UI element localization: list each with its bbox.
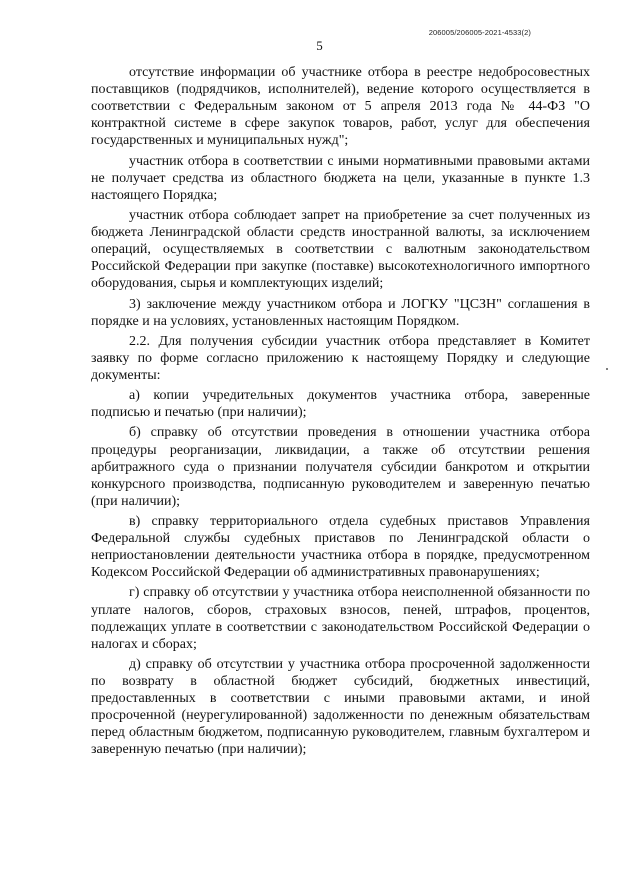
paragraph-item-g: г) справку об отсутствии у участника отбора неисполненной обязанности по уплате налогов, сборов, страховых взносов, пеней, штрафов, процентов, подлежащих уплате в соответствии с законодательством Российской Федерации о налогах и сборах; — [91, 585, 590, 652]
document-body — [91, 64, 590, 759]
paragraph-agreement: 3) заключение между участником отбора и ЛОГКУ "ЦСЗН" соглашения в порядке и на условиях, установленных настоящим Порядком. — [91, 296, 590, 329]
scan-speck — [606, 368, 608, 370]
paragraph-2-2: 2.2. Для получения субсидии участник отбора представляет в Комитет заявку по форме согласно приложению к настоящему Порядку и следующие документы: — [91, 333, 590, 383]
paragraph-registry-absence: отсутствие информации об участнике отбора в реестре недобросовестных поставщиков (подрядчиков, исполнителей), ведение которого осуществляется в соответствии с Федеральным законом от 5 апреля 2013 года № 44-ФЗ "О контрактной системе в сфере закупок товаров, работ, услуг для обеспечения государственных и муниципальных нужд"; — [91, 65, 590, 149]
paragraph-no-regional-funds: участник отбора в соответствии с иными нормативными правовыми актами не получает средства из областного бюджета на цели, указанные в пункте 1.3 настоящего Порядка; — [91, 153, 590, 203]
page-number: 5 — [316, 38, 323, 53]
paragraph-item-d: д) справку об отсутствии у участника отбора просроченной задолженности по возврату в областной бюджет субсидий, бюджетных инвестиций, предоставленных в соответствии с иными правовыми актами, и иной просроченной (неурегулированной) задолженности по денежным обязательствам перед областным бюджетом, подписанную руководителем, главным бухгалтером и заверенную печатью (при наличии); — [91, 656, 590, 758]
paragraph-currency-ban: участник отбора соблюдает запрет на приобретение за счет полученных из бюджета Ленинградской области средств иностранной валюты, за исключением операций, осуществляемых в соответствии с валютным законодательством Российской Федерации при закупке (поставке) высокотехнологичного импортного оборудования, сырья и комплектующих изделий; — [91, 207, 590, 292]
paragraph-item-v: в) справку территориального отдела судебных приставов Управления Федеральной службы судебных приставов по Ленинградской области о неприостановлении деятельности участника отбора в порядке, предусмотренном Кодексом Российской Федерации об административных правонарушениях; — [91, 514, 590, 581]
paragraph-item-a: а) копии учредительных документов участника отбора, заверенные подписью и печатью (при наличии); — [91, 388, 590, 421]
paragraph-item-b: б) справку об отсутствии проведения в отношении участника отбора процедуры реорганизации, ликвидации, а также об отсутствии решения арбитражного суда о признании получателя субсидии банкротом и открытии конкурсного производства, подписанную руководителем и заверенную печатью (при наличии); — [91, 425, 590, 509]
document-id: 206005/206005-2021-4533(2) — [428, 28, 531, 37]
